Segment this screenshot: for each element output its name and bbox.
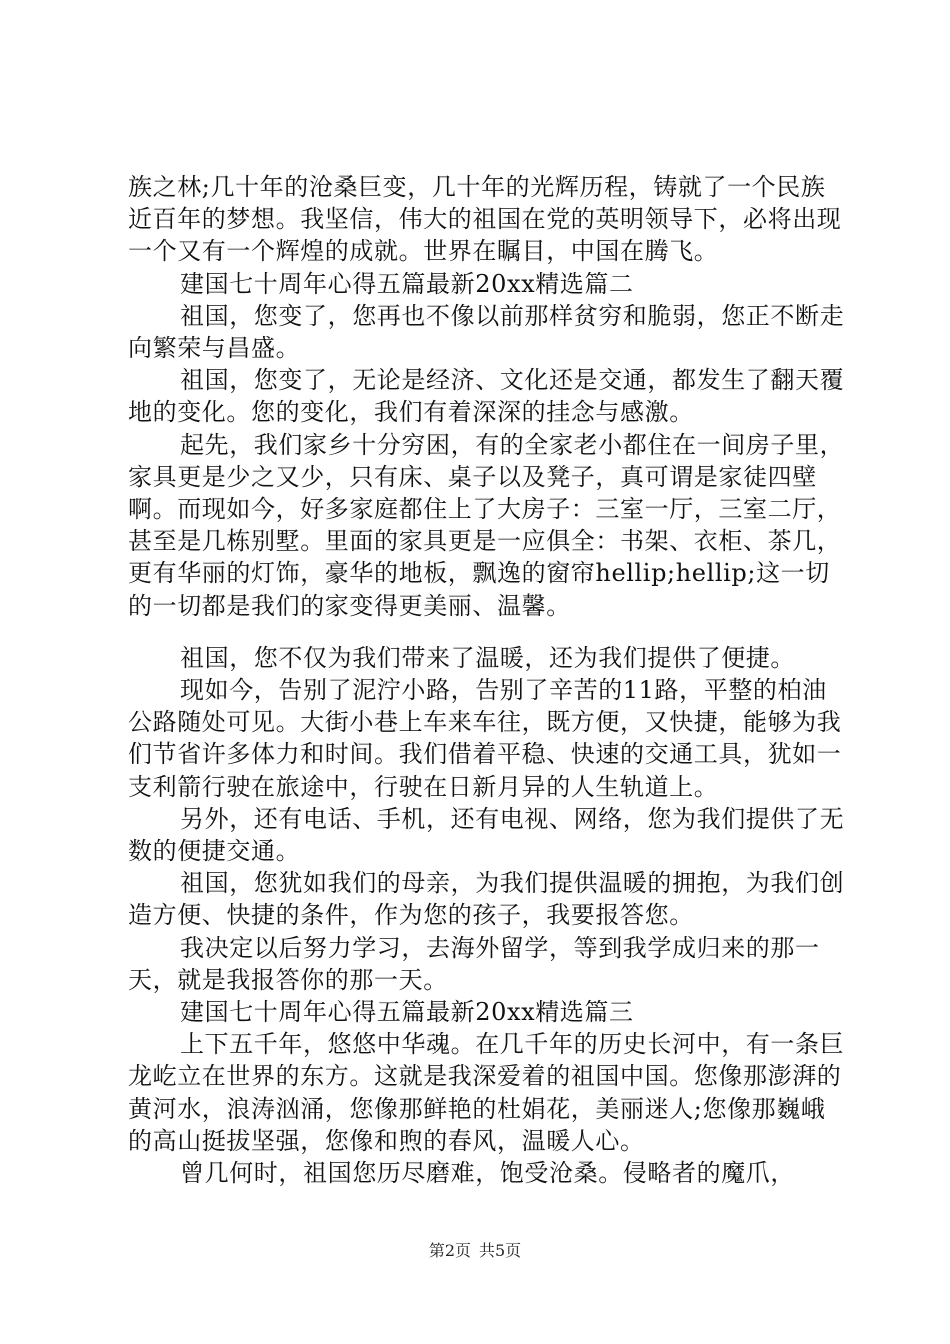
document-body bbox=[128, 171, 848, 1189]
paragraph: 起先，我们家乡十分穷困，有的全家老小都住在一间房子里，家具更是少之又少，只有床、桌子以及凳子，真可谓是家徒四壁啊。而现如今，好多家庭都住上了大房子：三室一厅，三室二厅，甚至是几栋别墅。里面的家具更是一应俱全：书架、衣柜、茶几，更有华丽的灯饰，豪华的地板，飘逸的窗帘hellip;hellip;这一切的一切都是我们的家变得更美丽、温馨。 bbox=[128, 430, 845, 620]
paragraph: 另外，还有电话、手机，还有电视、网络，您为我们提供了无数的便捷交通。 bbox=[128, 804, 845, 866]
paragraph: 上下五千年，悠悠中华魂。在几千年的历史长河中，有一条巨龙屹立在世界的东方。这就是我深爱着的祖国中国。您像那澎湃的黄河水，浪涛汹涌，您像那鲜艳的杜娟花，美丽迷人;您像那巍峨的高山挺拔坚强，您像和煦的春风，温暖人心。 bbox=[128, 1030, 845, 1155]
paragraph: 现如今，告别了泥泞小路，告别了辛苦的11路，平整的柏油公路随处可见。大街小巷上车来车往，既方便，又快捷，能够为我们节省许多体力和时间。我们借着平稳、快速的交通工具，犹如一支利箭行驶在旅途中，行驶在日新月异的人生轨道上。 bbox=[128, 676, 842, 801]
paragraph: 祖国，您犹如我们的母亲，为我们提供温暖的拥抱，为我们创造方便、快捷的条件，作为您的孩子，我要报答您。 bbox=[128, 869, 845, 930]
paragraph: 祖国，您变了，您再也不像以前那样贫穷和脆弱，您正不断走向繁荣与昌盛。 bbox=[128, 301, 845, 363]
section-heading-part-two: 建国七十周年心得五篇最新20xx精选篇二 bbox=[180, 269, 634, 298]
total-pages: 共5页 bbox=[479, 1241, 522, 1260]
page-footer bbox=[0, 1241, 950, 1261]
page-number: 第2页 bbox=[428, 1241, 471, 1260]
paragraph: 祖国，您变了，无论是经济、文化还是交通，都发生了翻天覆地的变化。您的变化，我们有着深深的挂念与感激。 bbox=[128, 366, 845, 427]
paragraph: 我决定以后努力学习，去海外留学，等到我学成归来的那一天，就是我报答你的那一天。 bbox=[128, 933, 820, 994]
section-heading-part-three: 建国七十周年心得五篇最新20xx精选篇三 bbox=[180, 998, 634, 1027]
paragraph-continuation: 族之林;几十年的沧桑巨变，几十年的光辉历程，铸就了一个民族近百年的梦想。我坚信，伟大的祖国在党的英明领导下，必将出现一个又有一个辉煌的成就。世界在瞩目，中国在腾飞。 bbox=[128, 173, 842, 266]
paragraph: 曾几何时，祖国您历尽磨难，饱受沧桑。侵略者的魔爪， bbox=[180, 1159, 795, 1188]
paragraph: 祖国，您不仅为我们带来了温暖，还为我们提供了便捷。 bbox=[180, 643, 795, 672]
